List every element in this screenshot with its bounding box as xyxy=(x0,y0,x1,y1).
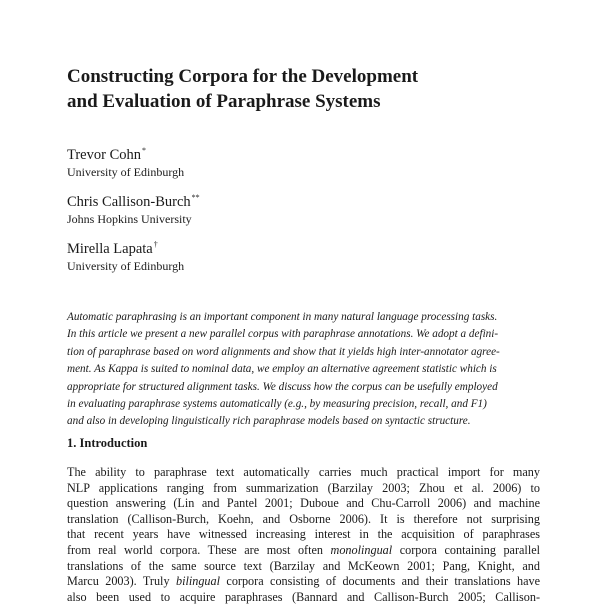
body-line: question answering (Lin and Pantel 2001; Duboue and Chu-Carroll 2006) and machine xyxy=(67,496,540,511)
author-name: Chris Callison-Burch** xyxy=(67,193,200,210)
abstract-line: and also in developing linguistically rich paraphrase models based on syntactic structure. xyxy=(67,415,471,428)
body-line: translation (Callison-Burch, Koehn, and Osborne 2006). It is therefore not surprising xyxy=(67,511,540,526)
body-line: Marcu 2003). Truly bilingual corpora consisting of documents and their translations have xyxy=(67,574,541,589)
body-line: that recent years have witnessed increasing interest in the acquisition of paraphrases xyxy=(67,527,540,542)
abstract-line: tion of paraphrase based on word alignments and show that it yields high inter-annotator agree- xyxy=(67,345,500,358)
emphasis-monolingual: monolingual xyxy=(330,542,393,557)
author-affiliation: University of Edinburgh xyxy=(67,259,185,273)
body-line: translations of the same source text (Barzilay and McKeown 2001; Pang, Knight, and xyxy=(67,558,540,573)
abstract-line: In this article we present a new parallel corpus with paraphrase annotations. We adopt a defini- xyxy=(67,328,499,341)
section-heading-introduction: 1. Introduction xyxy=(67,436,148,450)
author-footnote-mark: * xyxy=(142,146,146,155)
author-affiliation: Johns Hopkins University xyxy=(67,212,192,226)
author-affiliation: University of Edinburgh xyxy=(67,165,185,179)
author-block-callison-burch xyxy=(67,193,467,227)
abstract-line: ment. As Kappa is suited to nominal data, we employ an alternative agreement statistic which is xyxy=(67,363,497,376)
abstract-line: appropriate for structured alignment tasks. We discuss how the corpus can be usefully employed xyxy=(67,380,498,393)
body-line: also been used to acquire paraphrases (Bannard and Callison-Burch 2005; Callison- xyxy=(67,589,540,604)
body-line: The ability to paraphrase text automatically carries much practical import for many xyxy=(67,465,540,479)
author-block-cohn xyxy=(67,146,467,180)
author-name: Mirella Lapata† xyxy=(67,240,158,257)
title-line-2: and Evaluation of Paraphrase Systems xyxy=(67,91,381,112)
author-footnote-mark: ** xyxy=(191,193,200,202)
introduction-body xyxy=(67,465,540,605)
author-footnote-mark: † xyxy=(153,240,158,249)
paper-title xyxy=(67,64,537,114)
abstract xyxy=(67,309,540,431)
title-line-1: Constructing Corpora for the Development xyxy=(67,66,419,87)
body-line: from real world corpora. These are most often monolingual corpora containing parallel xyxy=(67,542,540,557)
author-block-lapata xyxy=(67,240,467,274)
author-name: Trevor Cohn* xyxy=(67,146,146,163)
body-line: NLP applications ranging from summarization (Barzilay 2003; Zhou et al. 2006) to xyxy=(67,480,540,495)
abstract-line: in evaluating paraphrase systems automatically (e.g., by measuring precision, recall, and F1) xyxy=(67,398,487,411)
abstract-line: Automatic paraphrasing is an important component in many natural language processing tasks. xyxy=(67,311,498,323)
emphasis-bilingual: bilingual xyxy=(175,574,220,589)
